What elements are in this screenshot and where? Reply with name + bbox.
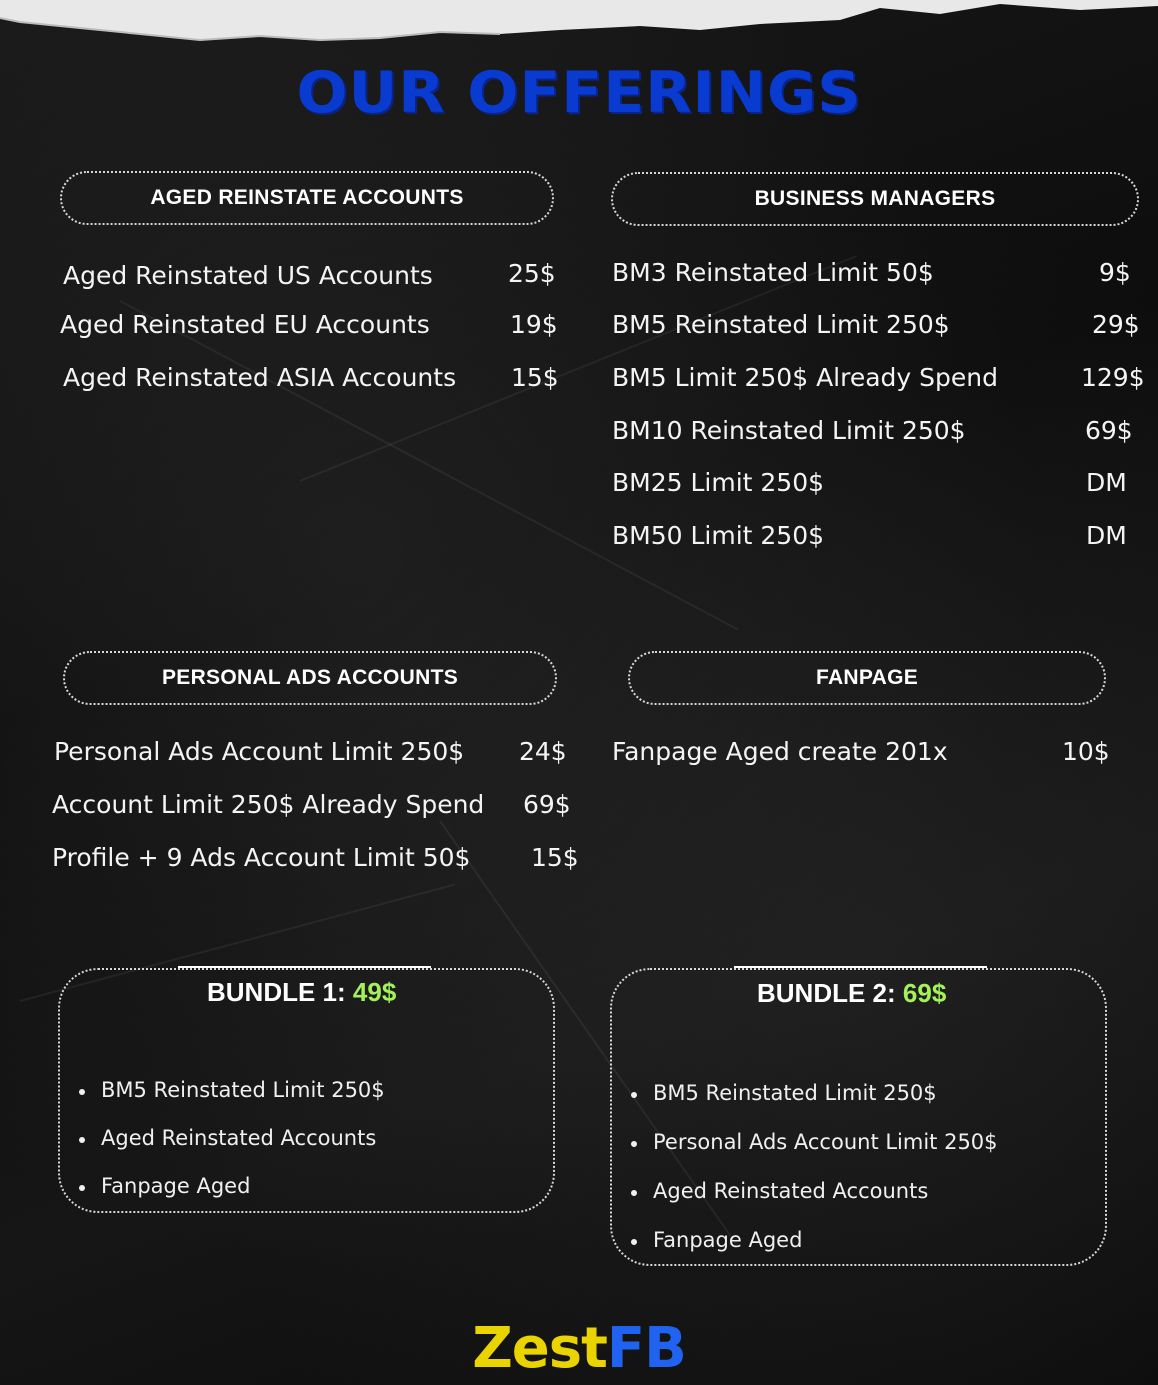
personal-item-name: Personal Ads Account Limit 250$ [54,737,465,766]
zestfb-logo: ZestFB [472,1316,686,1381]
bundle-2-item: Aged Reinstated Accounts [653,1179,929,1203]
aged-item-name: Aged Reinstated US Accounts [63,261,433,290]
aged-item-name: Aged Reinstated ASIA Accounts [63,363,457,392]
aged-item-price: 25$ [508,259,556,288]
bundle-1-item: Fanpage Aged [101,1174,251,1198]
bundle-2-item: Fanpage Aged [653,1228,803,1252]
bundle-2-title: BUNDLE 2: 69$ [757,978,947,1008]
aged-item-price: 15$ [511,363,559,392]
fanpage-item-price: 10$ [1062,737,1110,766]
bundle-2-item: BM5 Reinstated Limit 250$ [653,1081,937,1105]
bundle-1-divider [178,966,431,968]
bundle-1-title: BUNDLE 1: 49$ [207,977,397,1007]
bundle-2-item: Personal Ads Account Limit 250$ [653,1130,998,1154]
bm-item-name: BM10 Reinstated Limit 250$ [612,416,966,445]
bundle-2-divider [734,966,987,968]
page-title: OUR OFFERINGS [296,59,862,127]
aged-item-price: 19$ [510,310,558,339]
bm-item-price: 69$ [1085,416,1133,445]
bm-item-name: BM5 Limit 250$ Already Spend [612,363,998,392]
bundle-1-price: 49$ [352,977,397,1007]
bm-item-price: DM [1086,521,1127,550]
bm-item-name: BM50 Limit 250$ [612,521,825,550]
paper-crease [120,300,739,630]
torn-paper-edge [0,0,1158,60]
personal-item-name: Account Limit 250$ Already Spend [52,790,485,819]
personal-item-price: 15$ [531,843,579,872]
bundle-1-item: Aged Reinstated Accounts [101,1126,377,1150]
bm-item-name: BM5 Reinstated Limit 250$ [612,310,950,339]
section-heading-aged: AGED REINSTATE ACCOUNTS [60,171,554,225]
bm-item-price: 9$ [1099,258,1131,287]
bundle-2-card [610,968,1107,1266]
bm-item-name: BM3 Reinstated Limit 50$ [612,258,934,287]
bm-item-price: DM [1086,468,1127,497]
personal-item-price: 24$ [519,737,567,766]
section-heading-business-managers: BUSINESS MANAGERS [611,172,1139,226]
section-heading-personal: PERSONAL ADS ACCOUNTS [63,651,557,705]
personal-item-name: Profile + 9 Ads Account Limit 50$ [52,843,471,872]
bm-item-price: 29$ [1092,310,1140,339]
bundle-1-item: BM5 Reinstated Limit 250$ [101,1078,385,1102]
bundle-2-price: 69$ [902,978,947,1008]
aged-item-name: Aged Reinstated EU Accounts [60,310,430,339]
fanpage-item-name: Fanpage Aged create 201x [612,737,948,766]
section-heading-fanpage: FANPAGE [628,651,1106,705]
bm-item-name: BM25 Limit 250$ [612,468,825,497]
personal-item-price: 69$ [523,790,571,819]
bm-item-price: 129$ [1081,363,1145,392]
